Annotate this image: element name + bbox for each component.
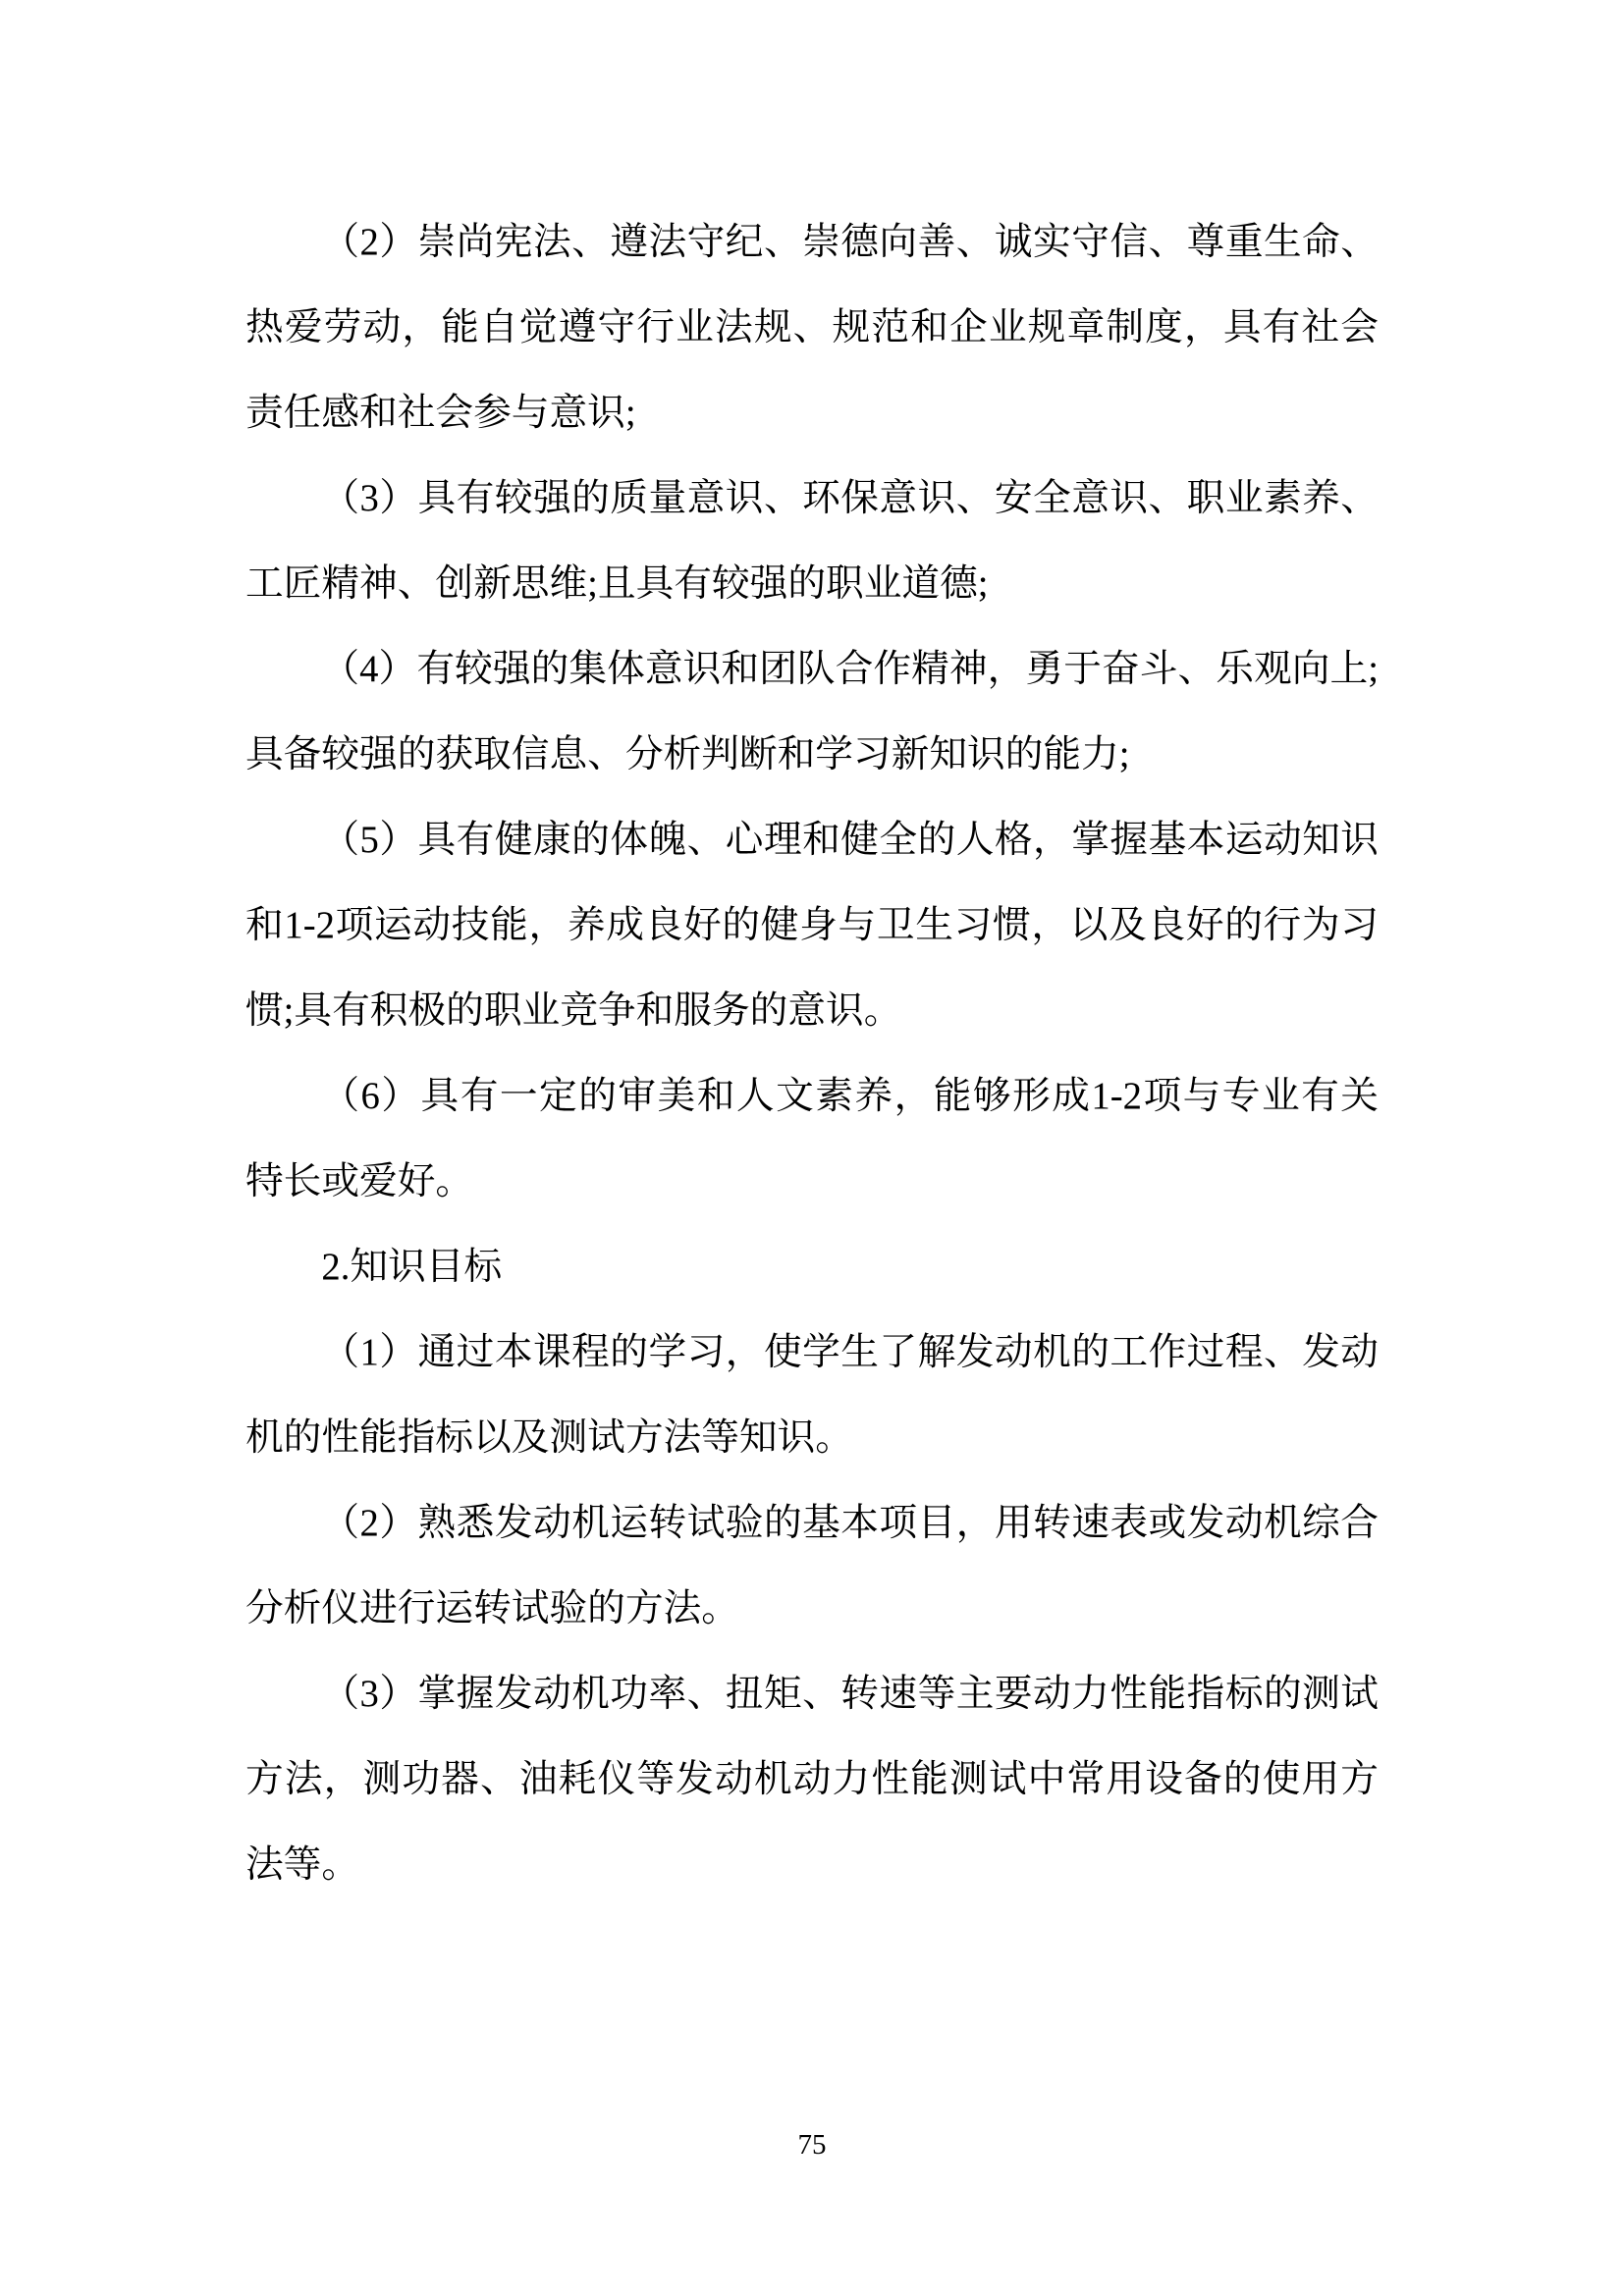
- paragraph-knowledge-1: （1）通过本课程的学习，使学生了解发动机的工作过程、发动机的性能指标以及测试方法等知识。: [245, 1332, 1379, 1459]
- paragraph-knowledge-2: （2）熟悉发动机运转试验的基本项目，用转速表或发动机综合分析仪进行运转试验的方法。: [245, 1503, 1379, 1629]
- page-number: 75: [797, 2129, 827, 2161]
- paragraph-ethics-5: （5）具有健康的体魄、心理和健全的人格，掌握基本运动知识和1-2项运动技能，养成良好的健身与卫生习惯，以及良好的行为习惯;具有积极的职业竞争和服务的意识。: [245, 820, 1379, 1032]
- paragraph-ethics-4: （4）有较强的集体意识和团队合作精神，勇于奋斗、乐观向上;具备较强的获取信息、分析判断和学习新知识的能力;: [245, 649, 1379, 775]
- paragraph-knowledge-3: （3）掌握发动机功率、扭矩、转速等主要动力性能指标的测试方法，测功器、油耗仪等发动机动力性能测试中常用设备的使用方法等。: [245, 1674, 1379, 1886]
- document-body: [245, 200, 1379, 1908]
- paragraph-ethics-6: （6）具有一定的审美和人文素养，能够形成1-2项与专业有关特长或爱好。: [245, 1076, 1379, 1202]
- paragraph-ethics-3: （3）具有较强的质量意识、环保意识、安全意识、职业素养、工匠精神、创新思维;且具有较强的职业道德;: [245, 478, 1379, 605]
- paragraph-ethics-2: （2）崇尚宪法、遵法守纪、崇德向善、诚实守信、尊重生命、热爱劳动，能自觉遵守行业法规、规范和企业规章制度，具有社会责任感和社会参与意识;: [245, 222, 1379, 434]
- heading-knowledge-goals: 2.知识目标: [321, 1247, 503, 1288]
